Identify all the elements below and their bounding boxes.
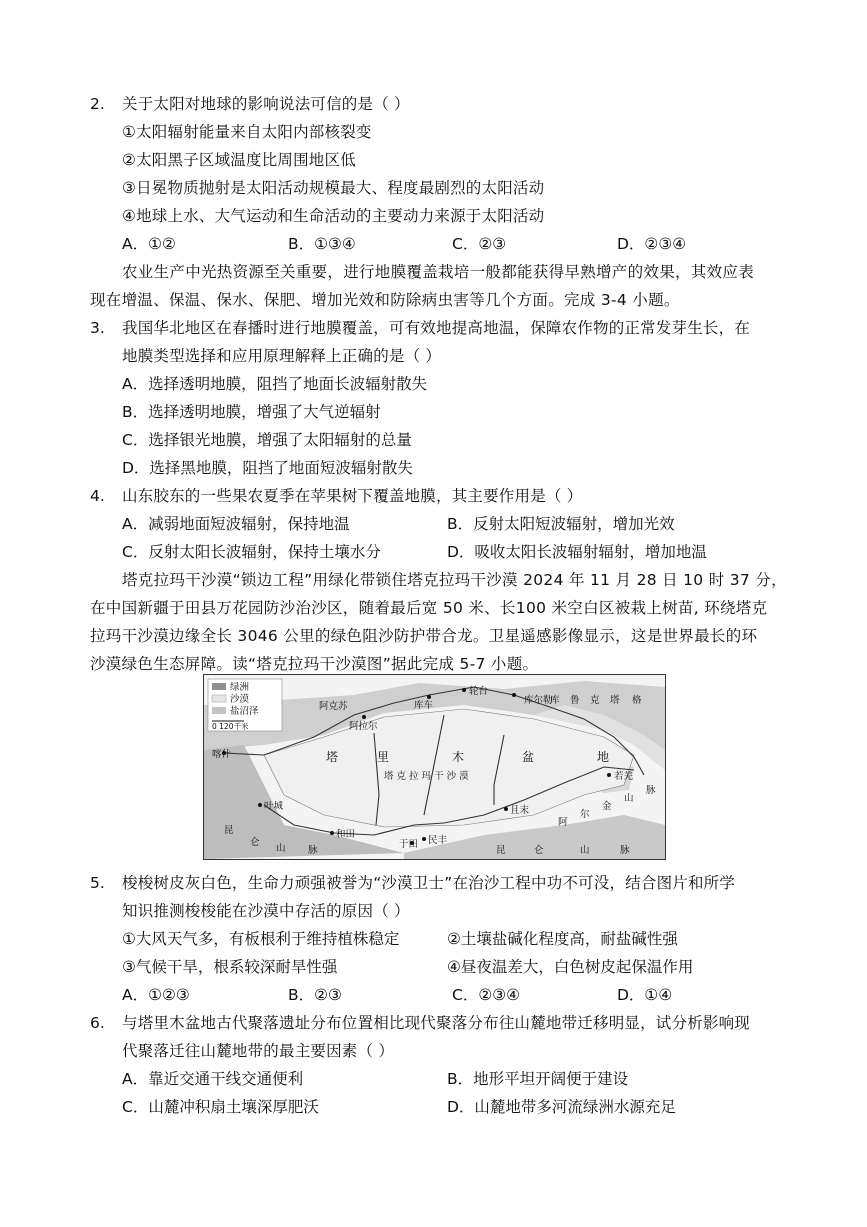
place-minfeng: 民丰 (428, 835, 448, 846)
q6-option-a: A．靠近交通干线交通便利 (122, 1070, 304, 1088)
place-hetian: 和田 (336, 829, 356, 840)
kunlun-south-char-4: 脉 (620, 845, 630, 856)
q2-item-3: ③日冕物质抛射是太阳活动规模最大、程度最剧烈的太阳活动 (122, 179, 545, 197)
q5-option-c: C．②③④ (452, 986, 521, 1004)
kuluk-char-4: 塔 (610, 695, 620, 706)
intro-5-7-line1: 塔克拉玛干沙漠“锁边工程”用绿化带锁住塔克拉玛干沙漠 2024 年 11 月 28 日 10 时 37 分， (122, 571, 787, 589)
kuluk-char-3: 克 (590, 695, 600, 706)
q3-option-c: C．选择银光地膜，增强了太阳辐射的总量 (122, 431, 412, 449)
q3-number: 3. (90, 319, 105, 337)
q5-option-d: D．①④ (617, 986, 673, 1004)
kunlun-west-char-2: 仑 (250, 837, 260, 848)
q2-item-1: ①太阳辐射能量来自太阳内部核裂变 (122, 123, 372, 141)
basin-char-4: 盆 (522, 750, 535, 764)
altun-char-5: 脉 (646, 785, 656, 796)
place-qiemo: 且末 (510, 805, 530, 816)
q2-option-b: B．①③④ (288, 235, 356, 253)
q2-item-2: ②太阳黑子区域温度比周围地区低 (122, 151, 356, 169)
q6-stem-line2: 代聚落迁往山麓地带的最主要因素（ ） (122, 1042, 395, 1060)
legend-oasis: 绿洲 (230, 682, 250, 693)
q5-item-3: ③气候干旱，根系较深耐旱性强 (122, 958, 338, 976)
place-luntai: 轮台 (469, 686, 489, 697)
map-legend (208, 679, 282, 731)
taklamakan-map (203, 674, 666, 860)
q5-option-a: A．①②③ (122, 986, 190, 1004)
place-yutian: 于田 (399, 839, 419, 850)
q5-number: 5. (90, 874, 105, 892)
place-yecheng: 叶城 (264, 801, 284, 812)
altun-char-1: 阿 (558, 817, 568, 828)
intro-5-7-line3: 拉玛干沙漠边缘全长 3046 公里的绿色阻沙防护带合龙。卫星遥感影像显示，这是世界最长的环 (90, 627, 758, 645)
basin-char-2: 里 (377, 750, 390, 764)
intro-5-7-line2: 在中国新疆于田县万花园防沙治沙区，随着最后宽 50 米、长100 米空白区被栽上树苗, 环绕塔克 (90, 599, 768, 617)
q2-option-c: C．②③ (452, 235, 507, 253)
q2-number: 2. (90, 95, 105, 113)
q4-option-c: C．反射太阳长波辐射，保持土壤水分 (122, 543, 381, 561)
kunlun-west-char-3: 山 (276, 843, 286, 854)
q4-option-d: D．吸收太阳长波辐射辐射，增加地温 (447, 543, 707, 561)
q2-item-4: ④地球上水、大气运动和生命活动的主要动力来源于太阳活动 (122, 207, 545, 225)
q6-option-d: D．山麓地带多河流绿洲水源充足 (447, 1098, 676, 1116)
q3-option-d: D．选择黑地膜，阻挡了地面短波辐射散失 (122, 459, 413, 477)
place-ruoqiang: 若羌 (614, 771, 634, 782)
intro-5-7-line4: 沙漠绿色生态屏障。读“塔克拉玛干沙漠图”据此完成 5-7 小题。 (90, 655, 539, 673)
q4-option-a: A．减弱地面短波辐射，保持地温 (122, 515, 350, 533)
q4-number: 4. (90, 487, 105, 505)
q6-option-b: B．地形平坦开阔便于建设 (447, 1070, 629, 1088)
desert-label: 塔 克 拉 玛 干 沙 漠 (384, 771, 469, 782)
kunlun-west-char-4: 脉 (308, 845, 318, 856)
altun-char-2: 尔 (580, 809, 590, 820)
kuluk-char-5: 格 (632, 695, 642, 706)
basin-char-5: 地 (597, 750, 610, 764)
q3-stem-line1: 我国华北地区在春播时进行地膜覆盖，可有效地提高地温，保障农作物的正常发芽生长，在 (122, 319, 751, 337)
q5-item-2: ②土壤盐碱化程度高，耐盐碱性强 (447, 930, 678, 948)
basin-char-3: 木 (452, 750, 465, 764)
kunlun-south-char-3: 山 (580, 845, 590, 856)
q6-option-c: C．山麓冲积扇土壤深厚肥沃 (122, 1098, 319, 1116)
q5-option-b: B．②③ (288, 986, 342, 1004)
q2-stem: 关于太阳对地球的影响说法可信的是（ ） (122, 95, 410, 113)
q5-item-4: ④昼夜温差大，白色树皮起保温作用 (447, 958, 694, 976)
legend-desert: 沙漠 (230, 694, 250, 705)
q5-stem-line2: 知识推测梭梭能在沙漠中存活的原因（ ） (122, 902, 410, 920)
legend-scale: 0 120千米 (212, 722, 249, 731)
place-kuerle: 库尔勒 (524, 695, 553, 706)
kunlun-south-char-1: 昆 (496, 845, 506, 856)
altun-char-3: 金 (602, 801, 612, 812)
q3-stem-line2: 地膜类型选择和应用原理解释上正确的是（ ） (122, 347, 442, 365)
q4-option-b: B．反射太阳短波辐射，增加光效 (447, 515, 675, 533)
altun-char-4: 山 (624, 793, 634, 804)
place-alaer: 阿拉尔 (349, 721, 378, 732)
kuluk-char-1: 库 (550, 695, 560, 706)
q2-option-d: D．②③④ (617, 235, 687, 253)
q4-stem: 山东胶东的一些果农夏季在苹果树下覆盖地膜，其主要作用是（ ） (122, 487, 583, 505)
q6-stem-line1: 与塔里木盆地古代聚落遗址分布位置相比现代聚落分布往山麓地带迁移明显，试分析影响现 (122, 1014, 751, 1032)
kunlun-west-char-1: 昆 (224, 825, 234, 836)
q3-option-b: B．选择透明地膜，增强了大气逆辐射 (122, 403, 381, 421)
intro-3-4-line2: 现在增温、保温、保水、保肥、增加光效和防除病虫害等几个方面。完成 3-4 小题。 (90, 291, 680, 309)
kunlun-south-char-2: 仑 (534, 845, 544, 856)
place-akesu: 阿克苏 (319, 701, 348, 712)
intro-3-4-line1: 农业生产中光热资源至关重要，进行地膜覆盖栽培一般都能获得早熟增产的效果，其效应表 (122, 263, 755, 281)
q5-item-1: ①大风天气多，有板根利于维持植株稳定 (122, 930, 400, 948)
kuluk-char-2: 鲁 (570, 695, 580, 706)
q5-stem-line1: 梭梭树皮灰白色，生命力顽强被誉为“沙漠卫士”在治沙工程中功不可没，结合图片和所学 (122, 874, 736, 892)
q2-option-a: A．①② (122, 235, 176, 253)
q3-option-a: A．选择透明地膜，阻挡了地面长波辐射散失 (122, 375, 428, 393)
place-kashi: 喀什 (212, 749, 232, 760)
place-kuche: 库车 (414, 700, 434, 711)
q6-number: 6. (90, 1014, 105, 1032)
legend-salt-marsh: 盐沼泽 (230, 706, 259, 717)
basin-char-1: 塔 (326, 750, 339, 764)
